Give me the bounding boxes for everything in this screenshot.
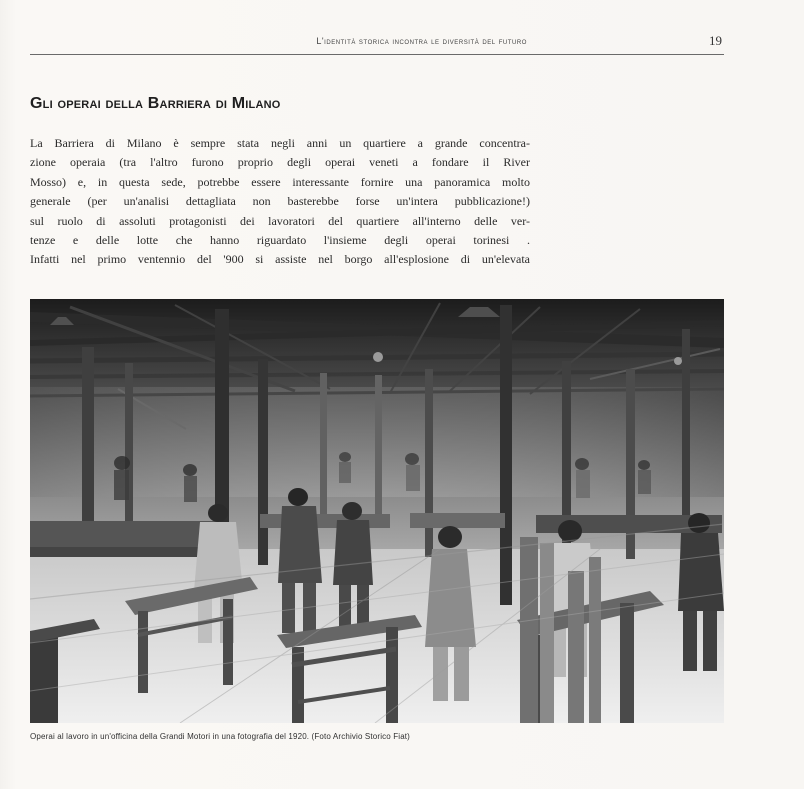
paragraph-line-2: zione operaia (tra l'altro furono proprio degli operai veneti a fondare il River — [30, 155, 530, 170]
page-number: 19 — [709, 33, 722, 48]
paragraph-line-7: Infatti nel primo ventennio del '900 si assiste nel borgo all'esplosione di un'elevata — [30, 252, 530, 267]
running-head — [30, 34, 724, 55]
historical-workshop-photo — [30, 299, 724, 723]
section-title: Gli operai della Barriera di Milano — [30, 95, 281, 112]
workshop-photo-illustration — [30, 299, 724, 723]
article-paragraph — [30, 134, 530, 270]
paragraph-line-1: La Barriera di Milano è sempre stata negli anni un quartiere a grande concentra- — [30, 136, 530, 150]
paragraph-line-4: generale (per un'analisi dettagliata non basterebbe forse un'intera pubblicazione!) — [30, 194, 530, 209]
paragraph-line-3: Mosso) e, in questa sede, potrebbe essere interessante fornire una panoramica molto — [30, 174, 530, 189]
paragraph-line-5: sul ruolo di assoluti protagonisti dei lavoratori del quartiere all'interno delle ver- — [30, 213, 530, 228]
paragraph-line-6: tenze e delle lotte che hanno riguardato l'insieme degli operai torinesi . — [30, 233, 530, 248]
running-head-text: L'identità storica incontra le diversità del futuro — [316, 36, 527, 46]
photo-caption: Operai al lavoro in un'officina della Grandi Motori in una fotografia del 1920. (Foto Archivio Storico Fiat) — [30, 732, 410, 741]
